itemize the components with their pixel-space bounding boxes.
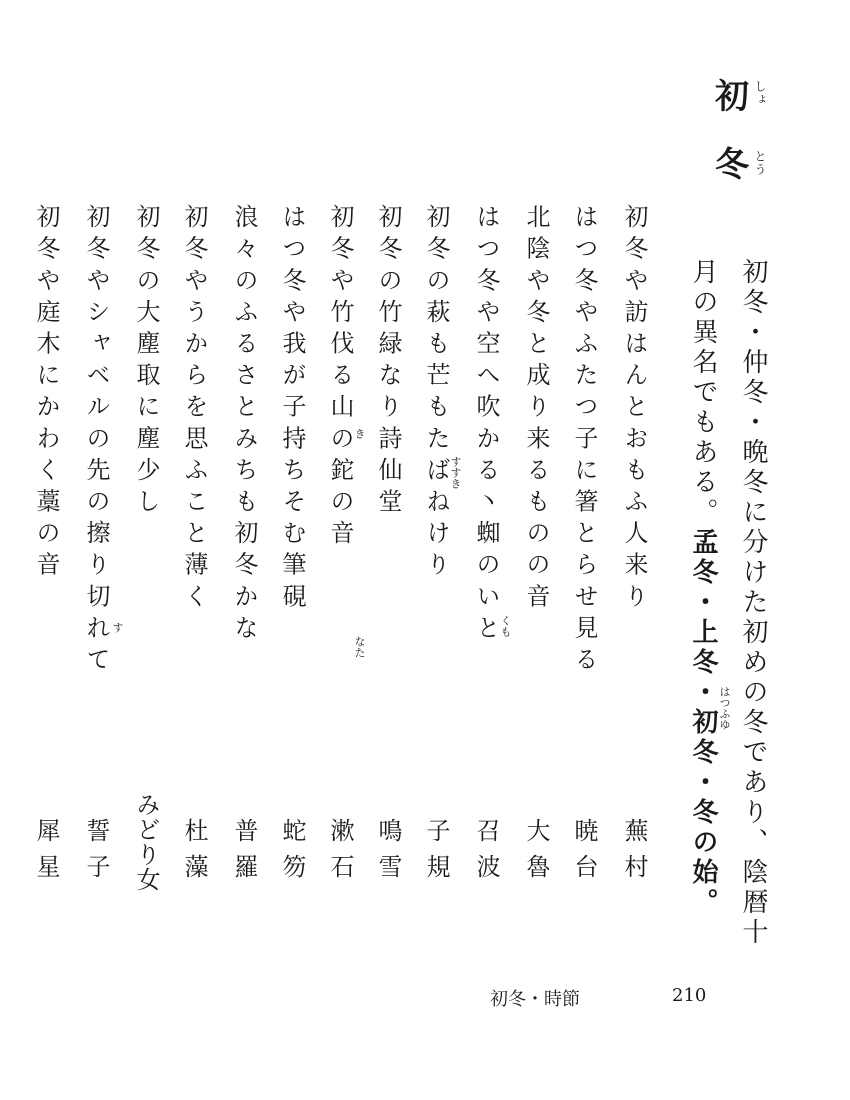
haiku-text-8: はつ冬や我が子持ちそむ筆硯 bbox=[278, 204, 306, 615]
haiku-text-3: 北陰や冬と成り来るものの音 bbox=[522, 204, 550, 615]
haiku-author-9: 普羅 bbox=[230, 818, 258, 890]
haiku-author-3: 大魯 bbox=[522, 818, 550, 890]
haiku-author-12: 誓子 bbox=[82, 818, 110, 890]
haiku-text-6: 初冬の竹緑なり詩仙堂 bbox=[374, 204, 402, 520]
haiku-author-11: みどり女 bbox=[132, 792, 160, 892]
explanation-kigo-list: 孟冬・上冬・初冬・冬の始。 bbox=[688, 528, 718, 918]
page-number: 210 bbox=[672, 985, 707, 1006]
haiku-text-7: 初冬や竹伐る山の鉈の音 bbox=[326, 204, 354, 552]
haiku-ruby-4: くも bbox=[499, 615, 512, 637]
haiku-text-2: はつ冬やふたつ子に箸とらせ見る bbox=[570, 204, 598, 678]
haiku-author-1: 蕪村 bbox=[620, 818, 648, 890]
heading-ruby-2: とう bbox=[753, 150, 767, 176]
haiku-author-13: 犀星 bbox=[32, 818, 60, 890]
haiku-text-10: 初冬やうからを思ふこと薄く bbox=[180, 204, 208, 615]
haiku-author-8: 蛇笏 bbox=[278, 818, 306, 890]
haiku-author-5: 子規 bbox=[422, 818, 450, 890]
haiku-author-6: 鳴雪 bbox=[374, 818, 402, 890]
haiku-text-13: 初冬や庭木にかわく藁の音 bbox=[32, 204, 60, 584]
haiku-ruby-7a: き bbox=[353, 428, 366, 439]
heading-ruby-1: しょ bbox=[753, 80, 767, 106]
haiku-text-4: はつ冬や空へ吹かる丶蜘のいと bbox=[472, 204, 500, 647]
footer-section-title: 初冬・時節 bbox=[490, 989, 580, 1010]
heading-char-2: 冬 bbox=[715, 145, 749, 185]
explanation-line-2 bbox=[690, 258, 716, 918]
explanation-line-2-plain: 月の異名でもある。 bbox=[688, 258, 718, 528]
haiku-text-1: 初冬や訪はんとおもふ人来り bbox=[620, 204, 648, 615]
heading-char-1: 初 bbox=[715, 77, 749, 117]
haiku-author-7: 漱石 bbox=[326, 818, 354, 890]
haiku-author-10: 杜藻 bbox=[180, 818, 208, 890]
haiku-ruby-7b: なた bbox=[353, 636, 366, 658]
ruby-hatsufuyu: はつふゆ bbox=[718, 686, 731, 730]
haiku-text-11: 初冬の大塵取に塵少し bbox=[132, 204, 160, 520]
haiku-ruby-5: すすき bbox=[449, 456, 462, 489]
haiku-author-2: 暁台 bbox=[570, 818, 598, 890]
haiku-text-12: 初冬やシャベルの先の擦り切れて bbox=[82, 204, 110, 678]
haiku-text-9: 浪々のふるさとみちも初冬かな bbox=[230, 204, 258, 647]
haiku-author-4: 召波 bbox=[472, 818, 500, 890]
haiku-ruby-12: す bbox=[111, 622, 124, 633]
explanation-line-1: 初冬・仲冬・晩冬に分けた初めの冬であり、陰暦十 bbox=[738, 258, 768, 948]
haiku-text-5: 初冬の萩も芒もたばねけり bbox=[422, 204, 450, 584]
